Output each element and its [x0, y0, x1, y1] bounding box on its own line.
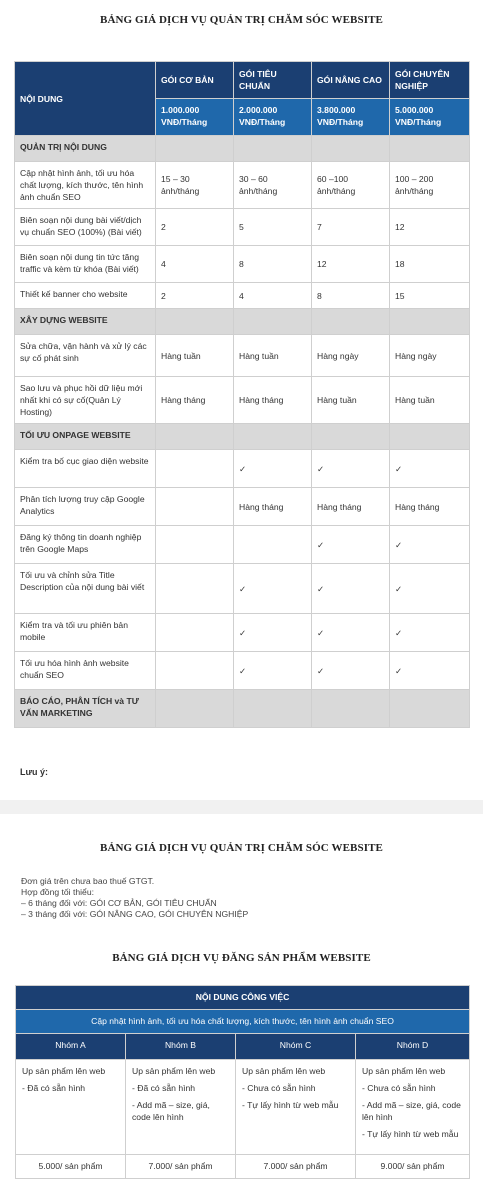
section-heading: XÂY DỰNG WEBSITE	[15, 309, 156, 335]
plan-header-standard: GÓI TIÊU CHUẨN	[234, 62, 312, 99]
feature-value: Hàng tuần	[156, 335, 234, 377]
check-icon: ✓	[390, 652, 470, 690]
check-icon: ✓	[312, 564, 390, 614]
feature-value: Hàng tháng	[156, 377, 234, 424]
pricing-table	[14, 61, 470, 728]
group-b-details	[126, 1060, 236, 1155]
plan-header-basic: GÓI CƠ BẢN	[156, 62, 234, 99]
plan-header-pro: GÓI CHUYÊN NGHIỆP	[390, 62, 470, 99]
plan-price-standard: 2.000.000 VNĐ/Tháng	[234, 99, 312, 136]
section-heading-cell	[234, 690, 312, 728]
section-heading-cell	[390, 136, 470, 162]
feature-value: Hàng ngày	[390, 335, 470, 377]
detail-line: - Chưa có sẵn hình	[242, 1083, 316, 1093]
check-icon: ✓	[390, 564, 470, 614]
section-heading-cell	[156, 690, 234, 728]
note-line: Hợp đồng tối thiểu:	[21, 887, 95, 897]
plan-price-basic: 1.000.000 VNĐ/Tháng	[156, 99, 234, 136]
detail-line: Up sản phẩm lên web	[242, 1066, 326, 1076]
feature-label: Sao lưu và phục hồi dữ liệu mới nhất khi có sự cố(Quản Lý Hosting)	[15, 377, 156, 424]
section-heading-cell	[156, 424, 234, 450]
detail-line: - Add mã – size, giá, code lên hình	[362, 1100, 461, 1122]
detail-line: - Tự lấy hình từ web mẫu	[242, 1100, 339, 1110]
section-heading-cell	[234, 136, 312, 162]
section-heading: TỐI ƯU ONPAGE WEBSITE	[15, 424, 156, 450]
feature-value	[156, 614, 234, 652]
check-icon: ✓	[234, 564, 312, 614]
feature-value: 12	[312, 246, 390, 283]
feature-value: 100 – 200 ảnh/tháng	[390, 162, 470, 209]
feature-label: Biên soạn nội dung tin tức tăng traffic và kèm từ khóa (Bài viết)	[15, 246, 156, 283]
group-c: Nhóm C	[236, 1034, 356, 1060]
feature-value: 5	[234, 209, 312, 246]
group-a-details	[16, 1060, 126, 1155]
section-heading-cell	[234, 424, 312, 450]
note-line: Đơn giá trên chưa bao thuế GTGT.	[21, 876, 155, 886]
check-icon: ✓	[312, 614, 390, 652]
feature-label: Tối ưu và chỉnh sửa Title Description của nội dung bài viết	[15, 564, 156, 614]
section-heading-cell	[234, 309, 312, 335]
check-icon: ✓	[390, 526, 470, 564]
feature-value: 60 –100 ảnh/tháng	[312, 162, 390, 209]
feature-value: Hàng tháng	[390, 488, 470, 526]
group-c-price: 7.000/ sản phẩm	[236, 1155, 356, 1179]
product-posting-table	[15, 985, 470, 1179]
check-icon: ✓	[390, 614, 470, 652]
section-heading-cell	[390, 309, 470, 335]
feature-value: 15 – 30 ảnh/tháng	[156, 162, 234, 209]
page-title: BẢNG GIÁ DỊCH VỤ QUẢN TRỊ CHĂM SÓC WEBSITE	[100, 14, 383, 26]
section-heading-cell	[312, 309, 390, 335]
check-icon: ✓	[312, 652, 390, 690]
notes-list	[21, 876, 248, 920]
feature-value: 12	[390, 209, 470, 246]
feature-value: Hàng tháng	[234, 377, 312, 424]
check-icon: ✓	[390, 450, 470, 488]
feature-label: Đăng ký thông tin doanh nghiệp trên Google Maps	[15, 526, 156, 564]
detail-line: Up sản phẩm lên web	[22, 1066, 106, 1076]
feature-label: Thiết kế banner cho website	[15, 283, 156, 309]
section-title-2: BẢNG GIÁ DỊCH VỤ QUẢN TRỊ CHĂM SÓC WEBSITE	[100, 842, 383, 854]
section-heading-cell	[156, 309, 234, 335]
feature-value	[156, 564, 234, 614]
detail-line: - Đã có sẵn hình	[22, 1083, 86, 1093]
note-line: – 6 tháng đối với: GÓI CƠ BẢN, GÓI TIÊU CHUẨN	[21, 898, 217, 908]
note-line: – 3 tháng đối với: GÓI NÂNG CAO, GÓI CHUYÊN NGHIỆP	[21, 909, 249, 919]
svc-header: NỘI DUNG CÔNG VIỆC	[16, 986, 470, 1010]
feature-value: 7	[312, 209, 390, 246]
feature-value: 8	[312, 283, 390, 309]
section-heading: QUẢN TRỊ NỘI DUNG	[15, 136, 156, 162]
section-divider	[0, 800, 483, 814]
plan-price-pro: 5.000.000 VNĐ/Tháng	[390, 99, 470, 136]
section-heading: BÁO CÁO, PHÂN TÍCH và TƯ VẤN MARKETING	[15, 690, 156, 728]
check-icon: ✓	[234, 450, 312, 488]
group-b-price: 7.000/ sản phẩm	[126, 1155, 236, 1179]
group-c-details	[236, 1060, 356, 1155]
detail-line: Up sản phẩm lên web	[132, 1066, 216, 1076]
section-heading-cell	[390, 690, 470, 728]
svc-subheader: Cập nhật hình ảnh, tối ưu hóa chất lượng, kích thước, tên hình ảnh chuẩn SEO	[16, 1010, 470, 1034]
header-content: NỘI DUNG	[15, 62, 156, 136]
feature-value	[234, 526, 312, 564]
section-heading-cell	[312, 136, 390, 162]
section-heading-cell	[312, 690, 390, 728]
group-d-details	[356, 1060, 470, 1155]
group-d: Nhóm D	[356, 1034, 470, 1060]
detail-line: - Add mã – size, giá, code lên hình	[132, 1100, 210, 1122]
feature-label: Phân tích lượng truy cập Google Analytics	[15, 488, 156, 526]
section-title-3: BẢNG GIÁ DỊCH VỤ ĐĂNG SẢN PHẨM WEBSITE	[112, 952, 371, 964]
group-a: Nhóm A	[16, 1034, 126, 1060]
feature-label: Sửa chữa, vận hành và xử lý các sự cố phát sinh	[15, 335, 156, 377]
section-heading-cell	[390, 424, 470, 450]
check-icon: ✓	[234, 652, 312, 690]
feature-value: 4	[234, 283, 312, 309]
detail-line: - Đã có sẵn hình	[132, 1083, 196, 1093]
plan-header-advanced: GÓI NÂNG CAO	[312, 62, 390, 99]
feature-value: 18	[390, 246, 470, 283]
feature-value: 8	[234, 246, 312, 283]
detail-line: - Tự lấy hình từ web mẫu	[362, 1129, 459, 1139]
feature-value: Hàng ngày	[312, 335, 390, 377]
section-heading-cell	[156, 136, 234, 162]
feature-label: Biên soạn nội dung bài viết/dịch vụ chuẩn SEO (100%) (Bài viết)	[15, 209, 156, 246]
group-d-price: 9.000/ sản phẩm	[356, 1155, 470, 1179]
feature-value: Hàng tháng	[234, 488, 312, 526]
section-heading-cell	[312, 424, 390, 450]
feature-value: Hàng tháng	[312, 488, 390, 526]
feature-value: Hàng tuần	[312, 377, 390, 424]
detail-line: - Chưa có sẵn hình	[362, 1083, 436, 1093]
group-b: Nhóm B	[126, 1034, 236, 1060]
feature-label: Tối ưu hóa hình ảnh website chuẩn SEO	[15, 652, 156, 690]
feature-value: 2	[156, 283, 234, 309]
feature-label: Kiểm tra và tối ưu phiên bản mobile	[15, 614, 156, 652]
detail-line: Up sản phẩm lên web	[362, 1066, 446, 1076]
feature-label: Cập nhật hình ảnh, tối ưu hóa chất lượng, kích thước, tên hình ảnh chuẩn SEO	[15, 162, 156, 209]
feature-value	[156, 526, 234, 564]
feature-value: 15	[390, 283, 470, 309]
feature-value	[156, 450, 234, 488]
check-icon: ✓	[312, 450, 390, 488]
check-icon: ✓	[234, 614, 312, 652]
feature-value: Hàng tuần	[234, 335, 312, 377]
feature-value	[156, 488, 234, 526]
check-icon: ✓	[312, 526, 390, 564]
plan-price-advanced: 3.800.000 VNĐ/Tháng	[312, 99, 390, 136]
feature-value: 2	[156, 209, 234, 246]
feature-value: 4	[156, 246, 234, 283]
feature-value: Hàng tuần	[390, 377, 470, 424]
feature-value	[156, 652, 234, 690]
feature-value: 30 – 60 ảnh/tháng	[234, 162, 312, 209]
feature-label: Kiểm tra bố cục giao diện website	[15, 450, 156, 488]
group-a-price: 5.000/ sản phẩm	[16, 1155, 126, 1179]
note-label: Lưu ý:	[20, 767, 49, 777]
